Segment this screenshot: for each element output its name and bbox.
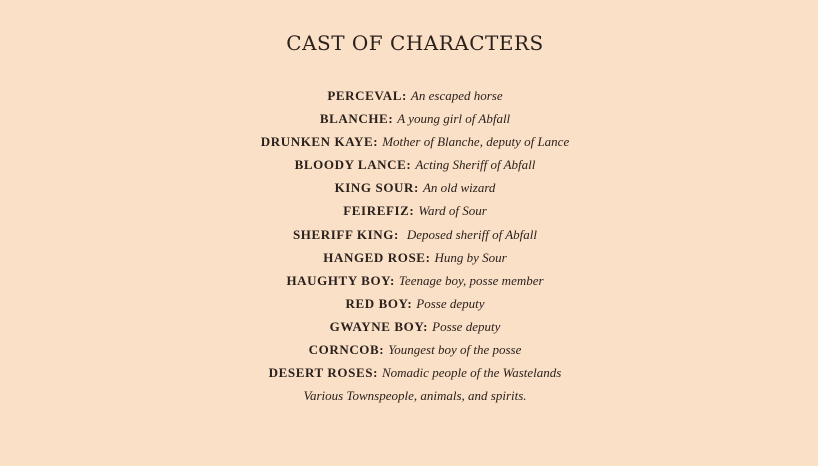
character-name: DESERT ROSES: [268, 365, 378, 381]
cast-entry [0, 292, 830, 315]
cast-entry [0, 223, 830, 246]
character-description: Mother of Blanche, deputy of Lance [382, 134, 570, 150]
cast-entry [0, 315, 830, 338]
character-name: DRUNKEN KAYE: [260, 134, 379, 150]
cast-list [0, 84, 830, 407]
cast-entry [0, 130, 830, 153]
character-description: Posse deputy [432, 318, 501, 334]
cast-footer [0, 384, 830, 407]
character-description: Posse deputy [416, 295, 485, 311]
character-description: Deposed sheriff of Abfall [406, 226, 538, 242]
character-name: HANGED ROSE: [323, 249, 431, 265]
cast-entry [0, 269, 830, 292]
character-name: BLANCHE: [319, 111, 394, 127]
cast-entry [0, 246, 830, 269]
character-name: FEIREFIZ: [343, 203, 415, 219]
page-margin [818, 0, 832, 466]
character-name: HAUGHTY BOY: [286, 272, 395, 288]
character-description: A young girl of Abfall [397, 111, 511, 127]
cast-entry [0, 107, 830, 130]
character-description: An old wizard [422, 180, 496, 196]
character-description: Acting Sheriff of Abfall [415, 157, 536, 173]
character-name: KING SOUR: [334, 180, 419, 196]
character-description: Teenage boy, posse member [398, 272, 544, 288]
character-name: PERCEVAL: [327, 88, 407, 103]
cast-entry [0, 338, 830, 361]
page-title: CAST OF CHARACTERS [286, 31, 544, 55]
character-description: An escaped horse [410, 88, 503, 103]
cast-entry [0, 84, 830, 107]
character-name: SHERIFF KING: [292, 226, 399, 242]
character-name: RED BOY: [345, 295, 413, 311]
character-description: Nomadic people of the Wastelands [382, 365, 562, 381]
footer-text: Various Townspeople, animals, and spirits. [303, 388, 527, 404]
cast-entry [0, 153, 830, 176]
character-description: Ward of Sour [418, 203, 487, 219]
character-description: Youngest boy of the posse [388, 342, 522, 358]
character-description: Hung by Sour [434, 249, 507, 265]
cast-entry [0, 176, 830, 199]
character-name: BLOODY LANCE: [294, 157, 412, 173]
cast-entry [0, 199, 830, 222]
character-name: GWAYNE BOY: [329, 318, 429, 334]
cast-entry [0, 361, 830, 384]
character-name: CORNCOB: [308, 342, 385, 358]
